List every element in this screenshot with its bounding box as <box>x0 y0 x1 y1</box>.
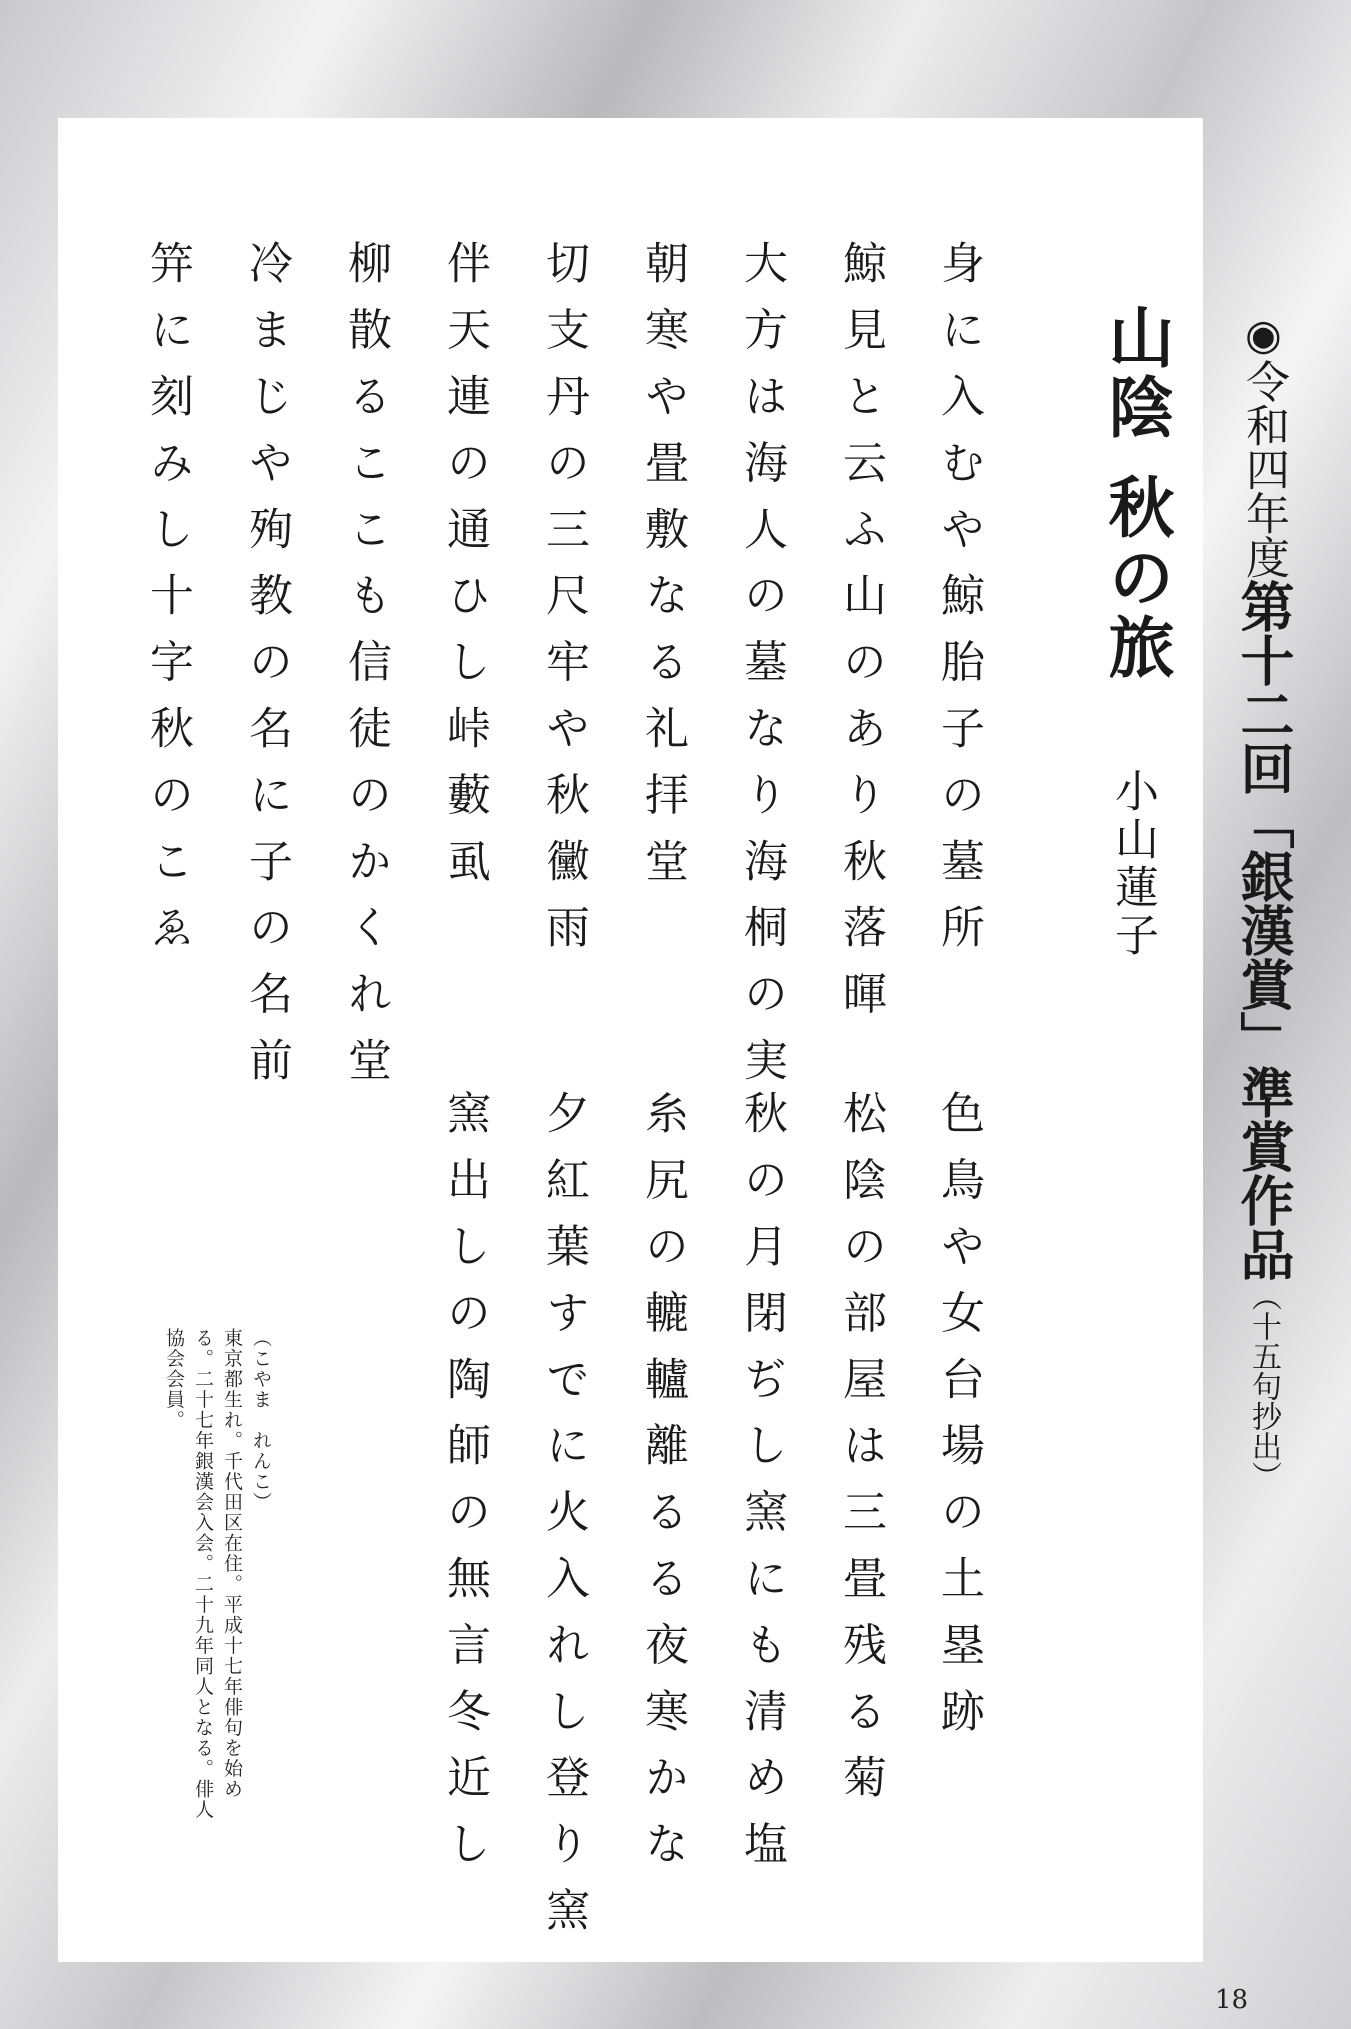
bio-line-3: 協会会員。 <box>163 1328 185 1431</box>
bio-line-2: る。二十七年銀漢会入会。二十九年同人となる。俳人 <box>192 1328 214 1820</box>
bullet-icon: ◉ <box>1239 310 1288 359</box>
award-works-label: 作品 <box>1232 1173 1295 1281</box>
haiku-2: 色鳥や女台場の土塁跡 <box>933 1090 984 1754</box>
title-place: 山陰 <box>1097 303 1175 443</box>
award-year: 令和四年度 <box>1238 359 1289 579</box>
bio-reading: （こやま れんこ） <box>250 1328 272 1513</box>
haiku-14: 冷まじや殉教の名に子の名前 <box>241 240 292 1104</box>
haiku-7: 朝寒や畳敷なる礼拝堂 <box>637 240 688 904</box>
content-panel <box>58 118 1203 1962</box>
award-name: 第十二回「銀漢賞」準賞 <box>1232 579 1295 1173</box>
haiku-13: 柳散るここも信徒のかくれ堂 <box>340 240 391 1104</box>
haiku-8: 糸尻の轆轤離るる夜寒かな <box>637 1090 688 1887</box>
author-name: 小山蓮子 <box>1107 768 1158 960</box>
haiku-10: 夕紅葉すでに火入れし登り窯 <box>538 1090 589 1954</box>
haiku-12: 窯出しの陶師の無言冬近し <box>439 1090 490 1887</box>
title-theme: 秋の旅 <box>1097 473 1175 683</box>
haiku-5: 大方は海人の墓なり海桐の実 <box>736 240 787 1104</box>
award-subtitle: （十五句抄出） <box>1246 1281 1281 1491</box>
poem-title <box>1097 303 1175 683</box>
haiku-1: 身に入むや鯨胎子の墓所 <box>933 240 984 971</box>
haiku-15: 笄に刻みし十字秋のこゑ <box>142 240 193 971</box>
haiku-3: 鯨見と云ふ山のあり秋落暉 <box>835 240 886 1037</box>
bio-line-1: 東京都生れ。千代田区在住。平成十七年俳句を始め <box>221 1328 243 1800</box>
haiku-9: 切支丹の三尺牢や秋黴雨 <box>538 240 589 971</box>
haiku-4: 松陰の部屋は三畳残る菊 <box>835 1090 886 1821</box>
award-heading <box>1232 310 1312 1510</box>
haiku-6: 秋の月閉ぢし窯にも清め塩 <box>736 1090 787 1887</box>
page-number: 18 <box>1215 1985 1249 2015</box>
haiku-11: 伴天連の通ひし峠藪虱 <box>439 240 490 904</box>
